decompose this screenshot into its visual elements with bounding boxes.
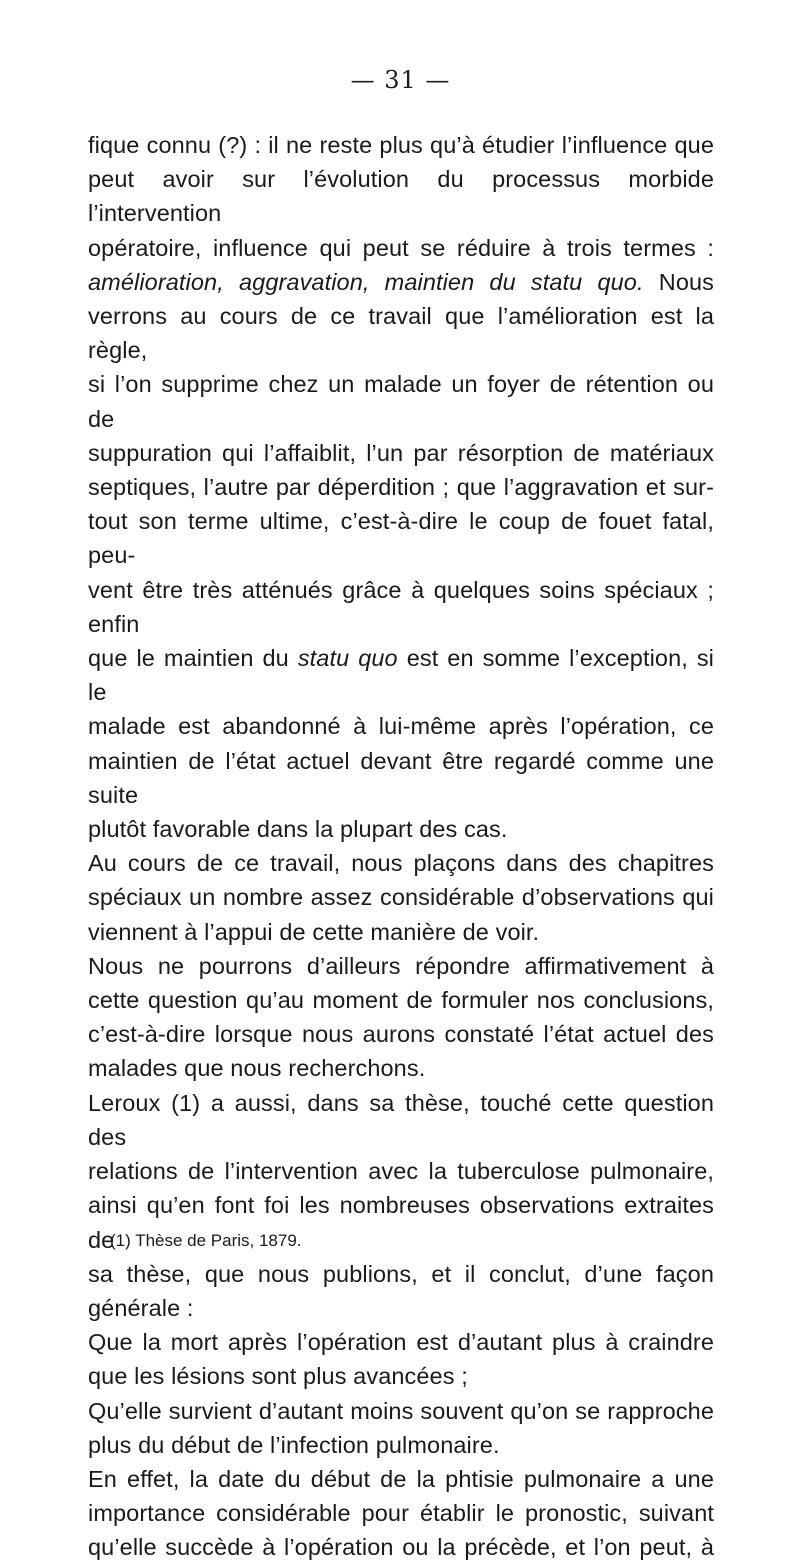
text-line: maintien de l’état actuel devant être regardé comme une suite [88,747,714,808]
italic-phrase: statu quo [297,645,398,672]
text-line: sa thèse, que nous publions, et il conclut, d’une façon [88,1260,714,1287]
text-line: Qu’elle survient d’autant moins souvent qu’on se rapproche [88,1397,714,1424]
text-span: Nous [643,268,715,295]
text-line: septiques, l’autre par déperdition ; que l’aggravation et sur- [88,474,714,501]
text-line: ainsi qu’en font foi les nombreuses observations extraites de [88,1192,714,1253]
text-line: vent être très atténués grâce à quelques soins spéciaux ; enfin [88,576,714,637]
text-line: Au cours de ce travail, nous plaçons dans des chapitres [88,850,714,877]
text-line: Leroux (1) a aussi, dans sa thèse, touché cette question des [88,1089,714,1150]
text-line: tout son terme ultime, c’est-à-dire le coup de fouet fatal, peu- [88,508,714,569]
text-line: verrons au cours de ce travail que l’amélioration est la règle, [88,303,714,364]
text-span: que le maintien du [88,645,298,672]
footnote: (1) Thèse de Paris, 1879. [110,1231,302,1250]
text-line: cette question qu’au moment de formuler nos conclusions, [88,987,714,1014]
text-span: est en somme l’exception, si le [88,645,714,706]
text-line: fique connu (?) : il ne reste plus qu’à étudier l’influence que [88,132,714,158]
text-line: suppuration qui l’affaiblit, l’un par résorption de matériaux [88,439,714,466]
text-line: qu’elle succède à l’opération ou la précède, et l’on peut, à [88,1534,714,1561]
text-line: En effet, la date du début de la phtisie pulmonaire a une [88,1465,714,1492]
text-line: Nous ne pourrons d’ailleurs répondre affirmativement à [88,952,714,979]
text-line: malades que nous recherchons. [88,1055,426,1082]
text-line [88,641,714,709]
text-line: viennent à l’appui de cette manière de voir. [88,918,540,945]
italic-phrase: amélioration, aggravation, maintien du statu quo. [88,268,644,295]
text-line: importance considérable pour établir le pronostic, suivant [88,1500,714,1527]
body-text [88,128,714,1565]
text-line: plus du début de l’infection pulmonaire. [88,1431,500,1458]
text-line: plutôt favorable dans la plupart des cas. [88,816,508,843]
text-line: si l’on supprime chez un malade un foyer de rétention ou de [88,371,714,432]
text-line: que les lésions sont plus avancées ; [88,1363,468,1390]
text-line: générale : [88,1294,194,1321]
text-line [88,265,714,299]
page-number: — 31 — [350,66,451,94]
text-line: c’est-à-dire lorsque nous aurons constaté l’état actuel des [88,1021,714,1048]
text-line: malade est abandonné à lui-même après l’opération, ce [88,713,714,740]
text-line: peut avoir sur l’évolution du processus morbide l’intervention [88,166,714,227]
text-line: spéciaux un nombre assez considérable d’observations qui [88,884,714,911]
text-line: relations de l’intervention avec la tuberculose pulmonaire, [88,1158,714,1185]
text-line: Que la mort après l’opération est d’autant plus à craindre [88,1329,714,1356]
text-line: opératoire, influence qui peut se réduire à trois termes : [88,234,714,261]
